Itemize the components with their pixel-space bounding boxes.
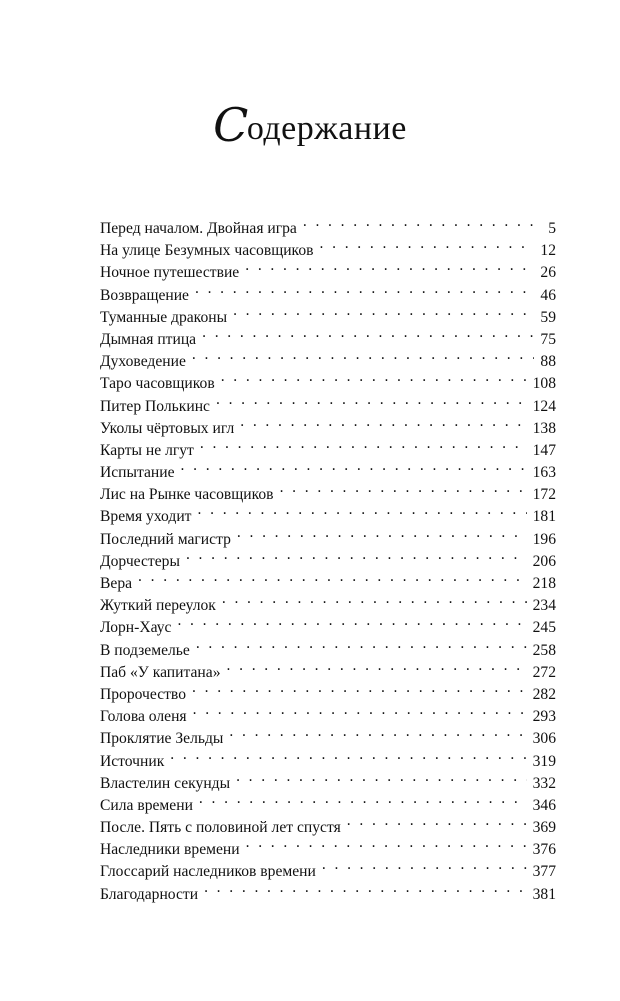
toc-entry-page-number: 5 [548,220,556,237]
dot-leader [204,877,527,899]
toc-entry-title: На улице Безумных часовщиков [100,242,314,260]
toc-entry-title: Паб «У капитана» [100,663,221,681]
toc-entry-page-number: 245 [532,619,556,637]
toc-entry-page-number: 108 [532,375,556,393]
toc-entry-page-number: 75 [540,330,556,348]
toc-entry-page-number: 124 [532,397,556,415]
toc-entry-title: Время уходит [100,508,192,526]
toc-entry-page-number: 332 [532,774,556,792]
title-initial: С [213,98,249,152]
dot-leader [216,389,527,411]
toc-entry-title: Карты не лгут [100,441,194,459]
toc-entry-title: Благодарности [100,885,199,903]
dot-leader [322,854,527,876]
title-text: одержание [246,110,407,147]
toc-entry-title: Перед началом. Двойная игра [100,220,297,237]
dot-leader [199,788,527,810]
toc-entry-page-number: 12 [540,242,556,260]
toc-entry-title: Ночное путешествие [100,264,240,282]
toc-entry-title: Возвращение [100,286,189,304]
dot-leader [245,255,534,277]
toc-entry-title: Дорчестеры [100,552,180,570]
dot-leader [229,721,526,743]
toc-entry-page-number: 377 [532,863,556,881]
toc-entry-page-number: 172 [532,486,556,504]
toc-entry-page-number: 272 [532,663,556,681]
dot-leader [181,455,527,477]
toc-entry-title: Источник [100,752,165,770]
toc-entry-page-number: 88 [540,353,556,371]
toc-entry-page-number: 46 [540,286,556,304]
toc-entry-title: Вера [100,575,133,592]
dot-leader [227,655,527,677]
dot-leader [347,810,527,832]
dot-leader [200,433,527,455]
dot-leader [246,832,527,854]
toc-entry-page-number: 258 [532,641,556,659]
toc-entry-page-number: 26 [540,264,556,282]
dot-leader [221,366,527,388]
dot-leader [138,566,527,588]
toc-entry-page-number: 59 [540,308,556,326]
table-of-contents [100,211,556,903]
toc-entry-page-number: 346 [532,796,556,814]
toc-entry-page-number: 163 [532,464,556,482]
dot-leader [240,411,526,433]
dot-leader [236,766,527,788]
dot-leader [320,233,535,255]
dot-leader [192,344,535,366]
toc-entry-title: Туманные драконы [100,308,228,326]
dot-leader [192,677,527,699]
toc-entry-page-number: 319 [532,752,556,770]
toc-entry-title: Таро часовщиков [100,375,215,393]
toc-entry-page-number: 147 [532,441,556,459]
toc-entry-page-number: 234 [532,597,556,615]
toc-entry-page-number: 181 [532,508,556,526]
toc-entry-title: Властелин секунды [100,774,231,792]
toc-entry-page-number: 293 [532,708,556,726]
toc-entry-title: Питер Полькинс [100,397,210,415]
dot-leader [177,610,526,632]
toc-entry-title: Сила времени [100,796,193,814]
dot-leader [202,322,534,344]
toc-entry-title: Дымная птица [100,330,197,348]
toc-entry [100,211,556,237]
page-title [0,98,620,152]
toc-entry-title: Наследники времени [100,841,240,859]
toc-entry-page-number: 196 [532,530,556,548]
toc-entry-title: Проклятие Зельды [100,730,224,748]
toc-entry-page-number: 138 [532,419,556,437]
toc-entry [100,588,556,615]
toc-entry-title: После. Пять с половиной лет спустя [100,819,341,837]
toc-entry-title: Пророчество [100,685,186,703]
toc-entry-title: В подземелье [100,641,190,659]
dot-leader [198,499,527,521]
toc-entry-page-number: 369 [532,819,556,837]
toc-entry-title: Последний магистр [100,530,231,548]
toc-entry-title: Духоведение [100,353,186,371]
dot-leader [186,544,527,566]
dot-leader [303,211,536,233]
toc-entry [100,566,556,592]
toc-entry-title: Испытание [100,464,175,482]
toc-entry-page-number: 381 [532,885,556,903]
toc-entry-page-number: 282 [532,685,556,703]
toc-entry-title: Глоссарий наследников времени [100,863,316,881]
toc-entry-title: Уколы чёртовых игл [100,419,235,437]
toc-entry-page-number: 376 [532,841,556,859]
dot-leader [196,633,527,655]
toc-entry-page-number: 306 [532,730,556,748]
toc-entry-title: Голова оленя [100,708,187,726]
toc-entry-page-number: 218 [532,575,556,592]
dot-leader [193,699,527,721]
dot-leader [195,278,534,300]
dot-leader [170,744,526,766]
dot-leader [233,300,534,322]
toc-entry-title: Лорн-Хаус [100,619,172,637]
toc-entry-title: Лис на Рынке часовщиков [100,486,274,504]
dot-leader [222,588,527,610]
toc-entry-page-number: 206 [532,552,556,570]
dot-leader [237,522,527,544]
dot-leader [280,477,527,499]
toc-entry-title: Жуткий переулок [100,597,216,615]
